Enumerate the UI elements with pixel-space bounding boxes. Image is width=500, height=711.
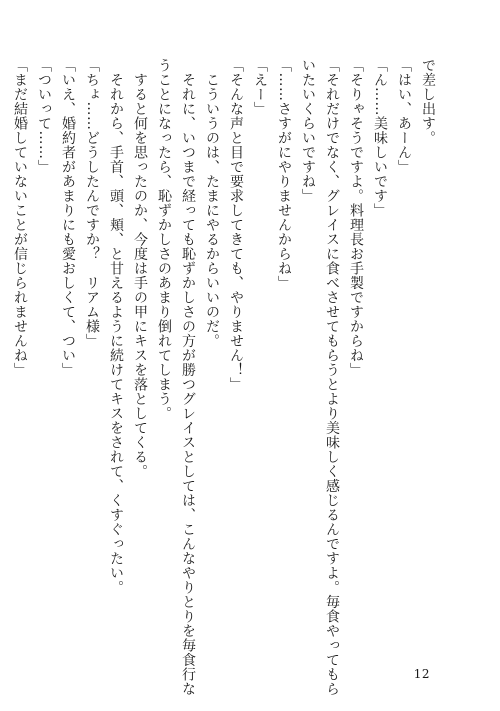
text-line: いたいくらいですね」 xyxy=(300,58,316,203)
text-line: うことになったら、恥ずかしさのあまり倒れてしまう。 xyxy=(156,58,172,421)
text-line: こういうのは、たまにやるからいいのだ。 xyxy=(204,58,220,348)
text-line: それから、手首、頭、頬、と甘えるように続けてキスをされて、くすぐったい。 xyxy=(108,58,124,595)
text-line: 「そりゃそうですよ。料理長お手製ですからね」 xyxy=(348,58,364,377)
text-line: 「ついって……」 xyxy=(36,58,52,174)
text-line: 「ん……美味しいです」 xyxy=(372,58,388,218)
text-line: 「そんな声と目で要求してきても、やりません！」 xyxy=(228,58,244,392)
text-line: 「ちょ……どうしたんですか？ リアム様」 xyxy=(84,58,100,348)
text-line: 「えー」 xyxy=(252,58,268,116)
text-line: すると何を思ったのか、今度は手の甲にキスを落としてくる。 xyxy=(132,58,148,479)
text-line: 「……さすがにやりませんからね」 xyxy=(276,58,292,290)
text-line: 「いえ、婚約者があまりにも愛おしくて、つい」 xyxy=(60,58,76,377)
text-line: 「それだけでなく、グレイスに食べさせてもらうとより美味しく感じるんですよ。毎食やってもら xyxy=(324,58,340,696)
text-line: それに、いつまで経っても恥ずかしさの方が勝つグレイスとしては、こんなやりとりを毎食行な xyxy=(180,58,196,696)
text-line: 「まだ結婚していないことが信じられませんね」 xyxy=(12,58,28,377)
text-line: で差し出す。 xyxy=(420,58,436,145)
page-number: 12 xyxy=(413,667,430,681)
text-line: 「はい、あーん」 xyxy=(396,58,412,174)
